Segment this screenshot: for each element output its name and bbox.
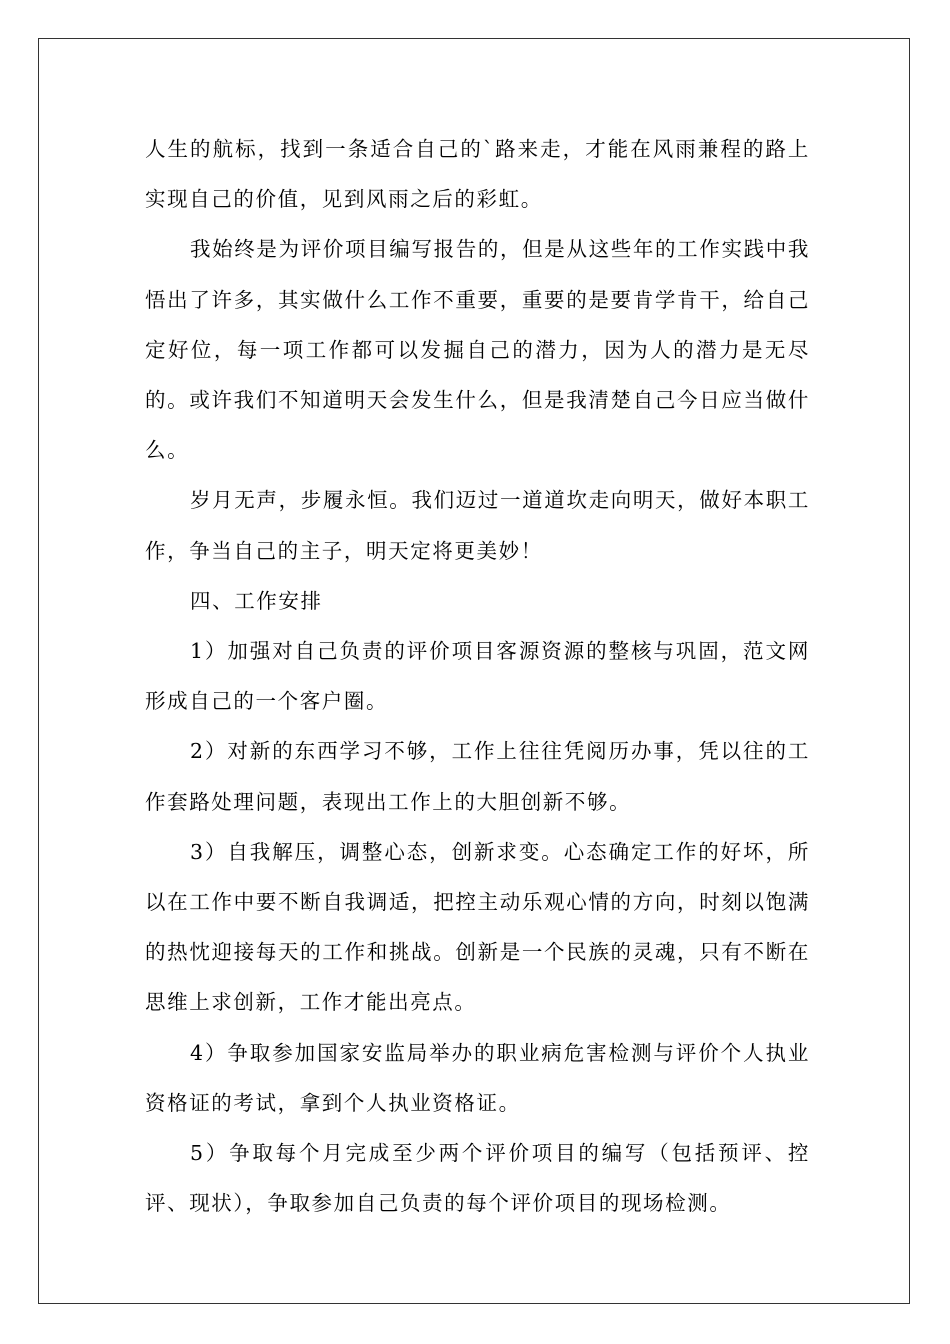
document-body xyxy=(145,124,810,1228)
list-item-5: 5）争取每个月完成至少两个评价项目的编写（包括预评、控评、现状），争取参加自己负责的每个评价项目的现场检测。 xyxy=(145,1141,810,1216)
section-heading-work-arrangement: 四、工作安排 xyxy=(190,588,323,613)
paragraph-1: 人生的航标，找到一条适合自己的`路来走，才能在风雨兼程的路上实现自己的价值，见到风雨之后的彩虹。 xyxy=(145,137,810,212)
list-item-4: 4）争取参加国家安监局举办的职业病危害检测与评价个人执业资格证的考试，拿到个人执业资格证。 xyxy=(145,1040,810,1115)
list-item-2: 2）对新的东西学习不够，工作上往往凭阅历办事，凭以往的工作套路处理问题，表现出工作上的大胆创新不够。 xyxy=(145,739,810,814)
paragraph-2: 我始终是为评价项目编写报告的，但是从这些年的工作实践中我悟出了许多，其实做什么工作不重要，重要的是要肯学肯干，给自己定好位，每一项工作都可以发掘自己的潜力，因为人的潜力是无尽的。或许我们不知道明天会发生什么，但是我清楚自己今日应当做什么。 xyxy=(145,237,810,463)
paragraph-3: 岁月无声，步履永恒。我们迈过一道道坎走向明天，做好本职工作，争当自己的主子，明天定将更美妙！ xyxy=(145,488,810,563)
list-item-3: 3）自我解压，调整心态，创新求变。心态确定工作的好坏，所以在工作中要不断自我调适，把控主动乐观心情的方向，时刻以饱满的热忱迎接每天的工作和挑战。创新是一个民族的灵魂，只有不断在思维上求创新，工作才能出亮点。 xyxy=(145,839,810,1015)
list-item-1: 1）加强对自己负责的评价项目客源资源的整核与巩固，范文网形成自己的一个客户圈。 xyxy=(145,639,810,714)
